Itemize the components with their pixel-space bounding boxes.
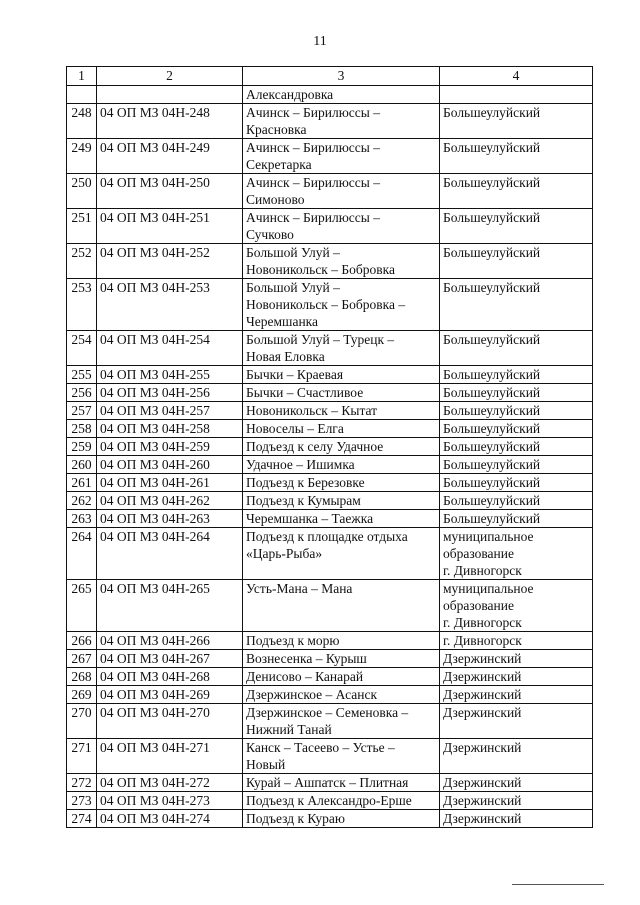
table-row (67, 792, 593, 810)
road-name-cell (243, 174, 440, 209)
row-number-cell: 253 (67, 279, 97, 331)
table-row (67, 174, 593, 209)
district-line: Большеулуйский (443, 210, 541, 225)
district-line: г. Дивногорск (443, 633, 522, 648)
district-cell (440, 668, 593, 686)
row-number-cell: 259 (67, 438, 97, 456)
road-code-cell: 04 ОП МЗ 04Н-252 (97, 244, 243, 279)
road-code-cell: 04 ОП МЗ 04Н-263 (97, 510, 243, 528)
road-name-line: Дзержинское – Асанск (246, 687, 378, 702)
district-cell (440, 438, 593, 456)
road-name-cell (243, 244, 440, 279)
road-name-line: Ачинск – Бирилюссы – (246, 140, 380, 155)
roads-table (66, 66, 593, 828)
table-row (67, 366, 593, 384)
road-name-line: Большой Улуй – (246, 280, 340, 295)
district-line: Большеулуйский (443, 280, 541, 295)
road-code-cell: 04 ОП МЗ 04Н-249 (97, 139, 243, 174)
road-name-cell (243, 456, 440, 474)
table-row (67, 104, 593, 139)
district-line: Большеулуйский (443, 403, 541, 418)
table-row (67, 492, 593, 510)
table-row (67, 279, 593, 331)
district-cell (440, 139, 593, 174)
district-line: Дзержинский (443, 811, 522, 826)
road-code-cell: 04 ОП МЗ 04Н-270 (97, 704, 243, 739)
road-name-cell (243, 104, 440, 139)
road-name-line: Вознесенка – Курыш (246, 651, 367, 666)
header-col-4: 4 (440, 67, 593, 86)
table-row (67, 244, 593, 279)
row-number-cell: 269 (67, 686, 97, 704)
road-code-cell: 04 ОП МЗ 04Н-250 (97, 174, 243, 209)
table-row (67, 438, 593, 456)
district-cell (440, 492, 593, 510)
header-col-2: 2 (97, 67, 243, 86)
district-line: Дзержинский (443, 687, 522, 702)
district-cell (440, 792, 593, 810)
page-number: 11 (313, 34, 327, 49)
district-line: Дзержинский (443, 793, 522, 808)
row-number-cell: 261 (67, 474, 97, 492)
road-name-cell (243, 632, 440, 650)
road-name-line: Новая Еловка (246, 349, 325, 364)
road-name-line: Ачинск – Бирилюссы – (246, 175, 380, 190)
district-line: Большеулуйский (443, 245, 541, 260)
road-code-cell: 04 ОП МЗ 04Н-254 (97, 331, 243, 366)
table-row (67, 402, 593, 420)
district-cell (440, 174, 593, 209)
table-row (67, 420, 593, 438)
district-cell (440, 474, 593, 492)
road-name-line: Подъезд к селу Удачное (246, 439, 384, 454)
continuation-name-cell: Александровка (243, 86, 440, 104)
district-cell (440, 244, 593, 279)
road-code-cell: 04 ОП МЗ 04Н-265 (97, 580, 243, 632)
road-code-cell: 04 ОП МЗ 04Н-274 (97, 810, 243, 828)
row-number-cell: 251 (67, 209, 97, 244)
district-cell (440, 810, 593, 828)
table-row (67, 774, 593, 792)
road-name-cell (243, 420, 440, 438)
road-code-cell: 04 ОП МЗ 04Н-271 (97, 739, 243, 774)
district-line: муниципальное (443, 581, 534, 596)
road-code-cell: 04 ОП МЗ 04Н-257 (97, 402, 243, 420)
table-row (67, 810, 593, 828)
road-code-cell: 04 ОП МЗ 04Н-255 (97, 366, 243, 384)
road-name-line: «Царь-Рыба» (246, 546, 323, 561)
district-line: г. Дивногорск (443, 563, 522, 578)
road-name-cell (243, 650, 440, 668)
road-name-line: Подъезд к морю (246, 633, 340, 648)
table-row (67, 580, 593, 632)
district-line: Большеулуйский (443, 367, 541, 382)
road-name-line: Нижний Танай (246, 722, 332, 737)
road-name-line: Новый (246, 757, 286, 772)
road-name-line: Дзержинское – Семеновка – (246, 705, 409, 720)
road-name-line: Черемшанка (246, 314, 319, 329)
row-number-cell: 274 (67, 810, 97, 828)
district-line: Большеулуйский (443, 385, 541, 400)
road-name-line: Секретарка (246, 157, 312, 172)
continuation-row (67, 86, 593, 104)
header-row (67, 67, 593, 86)
district-line: Большеулуйский (443, 511, 541, 526)
row-number-cell: 266 (67, 632, 97, 650)
district-line: Большеулуйский (443, 332, 541, 347)
district-cell (440, 420, 593, 438)
road-name-cell (243, 384, 440, 402)
row-number-cell: 262 (67, 492, 97, 510)
continuation-num-cell (67, 86, 97, 104)
road-name-line: Красновка (246, 122, 307, 137)
road-name-line: Сучково (246, 227, 294, 242)
road-code-cell: 04 ОП МЗ 04Н-248 (97, 104, 243, 139)
road-code-cell: 04 ОП МЗ 04Н-266 (97, 632, 243, 650)
road-code-cell: 04 ОП МЗ 04Н-269 (97, 686, 243, 704)
district-line: Дзержинский (443, 651, 522, 666)
road-name-line: Подъезд к Березовке (246, 475, 365, 490)
road-name-line: Новоникольск – Бобровка – (246, 297, 406, 312)
row-number-cell: 250 (67, 174, 97, 209)
table-row (67, 704, 593, 739)
road-name-cell (243, 774, 440, 792)
road-name-line: Курай – Ашпатск – Плитная (246, 775, 409, 790)
road-name-line: Подъезд к Кумырам (246, 493, 361, 508)
row-number-cell: 273 (67, 792, 97, 810)
district-line: Дзержинский (443, 775, 522, 790)
row-number-cell: 258 (67, 420, 97, 438)
district-line: муниципальное (443, 529, 534, 544)
table-row (67, 686, 593, 704)
road-name-line: Усть-Мана – Мана (246, 581, 353, 596)
road-code-cell: 04 ОП МЗ 04Н-264 (97, 528, 243, 580)
row-number-cell: 255 (67, 366, 97, 384)
table-row (67, 632, 593, 650)
row-number-cell: 260 (67, 456, 97, 474)
district-cell (440, 331, 593, 366)
district-line: Большеулуйский (443, 493, 541, 508)
road-name-line: Ачинск – Бирилюссы – (246, 105, 380, 120)
road-name-cell (243, 704, 440, 739)
road-name-line: Бычки – Краевая (246, 367, 344, 382)
district-cell (440, 580, 593, 632)
table-row (67, 139, 593, 174)
row-number-cell: 272 (67, 774, 97, 792)
district-line: Дзержинский (443, 705, 522, 720)
road-name-cell (243, 510, 440, 528)
district-line: Большеулуйский (443, 105, 541, 120)
district-cell (440, 209, 593, 244)
row-number-cell: 256 (67, 384, 97, 402)
road-name-line: Симоново (246, 192, 305, 207)
row-number-cell: 263 (67, 510, 97, 528)
row-number-cell: 264 (67, 528, 97, 580)
road-name-line: Новоселы – Елга (246, 421, 344, 436)
row-number-cell: 248 (67, 104, 97, 139)
road-code-cell: 04 ОП МЗ 04Н-260 (97, 456, 243, 474)
continuation-code-cell (97, 86, 243, 104)
district-cell (440, 686, 593, 704)
district-cell (440, 402, 593, 420)
district-cell (440, 528, 593, 580)
district-line: Большеулуйский (443, 439, 541, 454)
table-row (67, 474, 593, 492)
road-name-cell (243, 580, 440, 632)
district-cell (440, 366, 593, 384)
road-code-cell: 04 ОП МЗ 04Н-273 (97, 792, 243, 810)
road-name-line: Ачинск – Бирилюссы – (246, 210, 380, 225)
road-name-cell (243, 668, 440, 686)
district-cell (440, 632, 593, 650)
district-cell (440, 650, 593, 668)
road-name-line: Большой Улуй – Турецк – (246, 332, 395, 347)
row-number-cell: 252 (67, 244, 97, 279)
road-name-cell (243, 402, 440, 420)
row-number-cell: 268 (67, 668, 97, 686)
road-code-cell: 04 ОП МЗ 04Н-262 (97, 492, 243, 510)
road-code-cell: 04 ОП МЗ 04Н-253 (97, 279, 243, 331)
road-name-line: Подъезд к Кураю (246, 811, 345, 826)
road-code-cell: 04 ОП МЗ 04Н-272 (97, 774, 243, 792)
road-name-cell (243, 739, 440, 774)
district-line: образование (443, 598, 514, 613)
road-name-cell (243, 139, 440, 174)
road-name-cell (243, 792, 440, 810)
road-name-line: Бычки – Счастливое (246, 385, 364, 400)
road-name-cell (243, 686, 440, 704)
district-line: Большеулуйский (443, 421, 541, 436)
district-line: Дзержинский (443, 669, 522, 684)
road-name-cell (243, 528, 440, 580)
road-name-line: Черемшанка – Таежка (246, 511, 374, 526)
road-name-line: Новоникольск – Бобровка (246, 262, 395, 277)
table-row (67, 209, 593, 244)
row-number-cell: 271 (67, 739, 97, 774)
road-name-line: Канск – Тасеево – Устье – (246, 740, 395, 755)
road-name-line: Подъезд к площадке отдыха (246, 529, 408, 544)
road-name-line: Удачное – Ишимка (246, 457, 355, 472)
road-name-cell (243, 366, 440, 384)
table-row (67, 384, 593, 402)
table-row (67, 331, 593, 366)
row-number-cell: 254 (67, 331, 97, 366)
district-line: Дзержинский (443, 740, 522, 755)
header-col-3: 3 (243, 67, 440, 86)
road-name-cell (243, 492, 440, 510)
table-row (67, 456, 593, 474)
district-cell (440, 456, 593, 474)
header-col-1: 1 (67, 67, 97, 86)
district-cell (440, 279, 593, 331)
district-line: Большеулуйский (443, 140, 541, 155)
bottom-rule (512, 884, 604, 885)
table-row (67, 528, 593, 580)
table-row (67, 650, 593, 668)
district-line: г. Дивногорск (443, 615, 522, 630)
district-cell (440, 510, 593, 528)
district-cell (440, 104, 593, 139)
row-number-cell: 257 (67, 402, 97, 420)
road-name-cell (243, 279, 440, 331)
row-number-cell: 267 (67, 650, 97, 668)
road-code-cell: 04 ОП МЗ 04Н-258 (97, 420, 243, 438)
road-name-cell (243, 438, 440, 456)
road-name-cell (243, 209, 440, 244)
table-row (67, 510, 593, 528)
district-cell (440, 774, 593, 792)
road-name-cell (243, 474, 440, 492)
row-number-cell: 249 (67, 139, 97, 174)
row-number-cell: 270 (67, 704, 97, 739)
road-code-cell: 04 ОП МЗ 04Н-267 (97, 650, 243, 668)
district-line: Большеулуйский (443, 475, 541, 490)
road-code-cell: 04 ОП МЗ 04Н-251 (97, 209, 243, 244)
road-name-cell (243, 331, 440, 366)
table-header (67, 67, 593, 86)
road-code-cell: 04 ОП МЗ 04Н-259 (97, 438, 243, 456)
row-number-cell: 265 (67, 580, 97, 632)
district-line: Большеулуйский (443, 175, 541, 190)
district-cell (440, 384, 593, 402)
road-name-line: Новоникольск – Кытат (246, 403, 378, 418)
district-cell (440, 739, 593, 774)
road-name-line: Большой Улуй – (246, 245, 340, 260)
table-row (67, 668, 593, 686)
district-cell (440, 704, 593, 739)
road-code-cell: 04 ОП МЗ 04Н-261 (97, 474, 243, 492)
road-name-cell (243, 810, 440, 828)
road-name-line: Подъезд к Александро-Ерше (246, 793, 412, 808)
road-name-line: Денисово – Канарай (246, 669, 364, 684)
district-line: Большеулуйский (443, 457, 541, 472)
table-body (67, 86, 593, 828)
continuation-district-cell (440, 86, 593, 104)
table-row (67, 739, 593, 774)
road-code-cell: 04 ОП МЗ 04Н-268 (97, 668, 243, 686)
district-line: образование (443, 546, 514, 561)
road-code-cell: 04 ОП МЗ 04Н-256 (97, 384, 243, 402)
